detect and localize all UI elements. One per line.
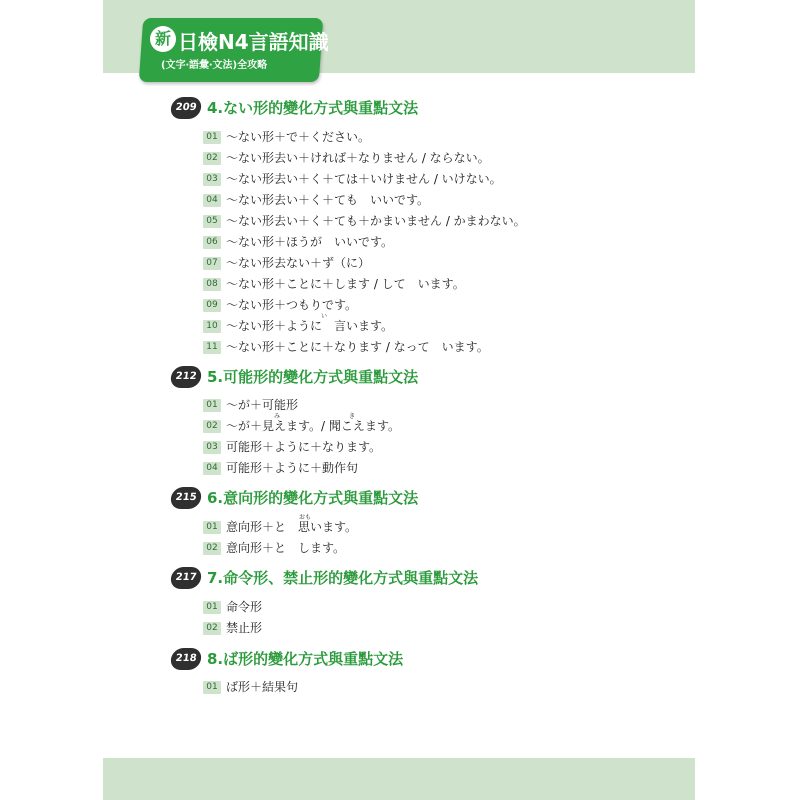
item-text: ～ない形＋ほうが いいです。 — [226, 235, 394, 249]
item-text: 可能形＋ように＋動作句 — [226, 461, 359, 475]
item-number: 08 — [203, 278, 221, 291]
page-number-badge: 218 — [169, 648, 202, 670]
logo-new-mark: 新 — [150, 26, 176, 52]
item-number: 03 — [203, 173, 221, 186]
item-number: 01 — [203, 521, 221, 534]
section-title: 8.ば形的變化方式與重點文法 — [207, 650, 404, 668]
item-number: 01 — [203, 601, 221, 614]
item-number: 02 — [203, 622, 221, 635]
item-text: ～ない形去ない＋ず（に） — [226, 256, 371, 270]
item-text: ～ない形＋ことに＋します / して います。 — [226, 277, 465, 291]
item-number: 02 — [203, 420, 221, 433]
book-title: 日檢N4言語知識 — [178, 30, 329, 54]
item-number: 01 — [203, 681, 221, 694]
page-number-badge: 209 — [169, 97, 202, 119]
item-number: 09 — [203, 299, 221, 312]
item-text: ～ない形＋つもりです。 — [226, 298, 358, 312]
page-number-badge: 215 — [169, 487, 202, 509]
item-text: 禁止形 — [226, 621, 263, 635]
book-page — [103, 0, 695, 800]
section-title: 5.可能形的變化方式與重點文法 — [207, 368, 419, 386]
item-text: ～ない形去い＋ければ＋なりません / ならない。 — [226, 151, 490, 165]
page-number-badge: 217 — [169, 567, 202, 589]
item-text: ～が＋見えます。/ 聞こえます。 — [226, 419, 400, 433]
item-number: 07 — [203, 257, 221, 270]
item-text: ～ない形去い＋く＋ても＋かまいません / かまわない。 — [226, 214, 526, 228]
item-text: 可能形＋ように＋なります。 — [226, 440, 382, 454]
item-text: ～ない形去い＋く＋ては＋いけません / いけない。 — [226, 172, 502, 186]
item-number: 01 — [203, 131, 221, 144]
item-text: ～ない形＋ように 言います。 — [226, 319, 394, 333]
section-title: 6.意向形的變化方式與重點文法 — [207, 489, 419, 507]
item-text: ～ない形＋で＋ください。 — [226, 130, 371, 144]
item-number: 05 — [203, 215, 221, 228]
item-text: ～ない形＋ことに＋なります / なって います。 — [226, 340, 489, 354]
item-text: ～ない形去い＋く＋ても いいです。 — [226, 193, 430, 207]
item-text: ～が＋可能形 — [226, 398, 299, 412]
item-number: 03 — [203, 441, 221, 454]
item-text: 意向形＋と 思います。 — [226, 520, 358, 534]
book-subtitle: (文字‧語彙‧文法)全攻略 — [161, 60, 268, 71]
item-number: 11 — [203, 341, 221, 354]
section-title: 4.ない形的變化方式與重點文法 — [207, 99, 419, 117]
furigana: おも — [299, 514, 312, 521]
footer-band — [103, 758, 695, 800]
item-number: 04 — [203, 194, 221, 207]
furigana: い — [321, 313, 328, 320]
furigana: み — [274, 413, 281, 420]
item-text: 命令形 — [226, 600, 263, 614]
item-number: 02 — [203, 542, 221, 555]
page-number-badge: 212 — [169, 366, 202, 388]
section-title: 7.命令形、禁止形的變化方式與重點文法 — [207, 569, 479, 587]
item-text: ば形＋結果句 — [226, 680, 299, 694]
item-number: 04 — [203, 462, 221, 475]
item-number: 02 — [203, 152, 221, 165]
item-number: 06 — [203, 236, 221, 249]
item-number: 01 — [203, 399, 221, 412]
item-text: 意向形＋と します。 — [226, 541, 346, 555]
furigana: き — [349, 413, 356, 420]
item-number: 10 — [203, 320, 221, 333]
